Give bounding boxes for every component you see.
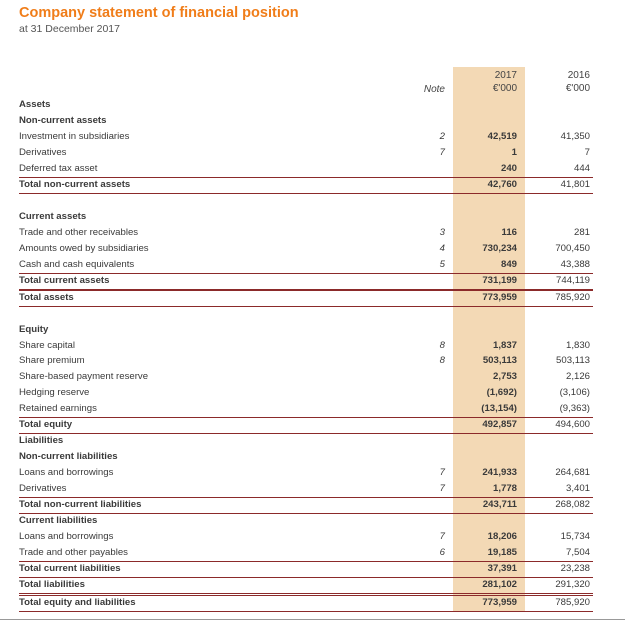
total-top-rule	[19, 273, 593, 274]
value-2016: 785,920	[555, 292, 590, 303]
value-2016: 494,600	[555, 419, 590, 430]
table-row	[19, 225, 593, 241]
total-bottom-rule	[19, 193, 593, 194]
row-label: Total equity	[19, 419, 73, 430]
value-2016: 41,350	[560, 131, 590, 142]
row-label: Total non-current liabilities	[19, 499, 142, 510]
value-2017: (13,154)	[481, 403, 517, 414]
value-2017: 241,933	[482, 467, 517, 478]
value-2017: 773,959	[482, 597, 517, 608]
total-bottom-rule	[19, 593, 593, 594]
value-2017: 730,234	[482, 243, 517, 254]
row-note: 7	[439, 467, 445, 478]
section-heading	[19, 433, 593, 449]
row-label: Liabilities	[19, 435, 64, 446]
value-2017: 492,857	[482, 419, 517, 430]
table-row	[19, 241, 593, 257]
value-2017: 731,199	[482, 275, 517, 286]
value-2017: 243,711	[482, 499, 517, 510]
value-2016: 23,238	[560, 563, 590, 574]
row-note: 8	[439, 355, 445, 366]
table-row	[19, 338, 593, 354]
row-label: Hedging reserve	[19, 387, 90, 398]
total-row	[19, 290, 593, 306]
page-title: Company statement of financial position	[19, 5, 299, 21]
total-top-rule	[19, 577, 593, 578]
value-2017: 849	[500, 259, 517, 270]
value-2017: 503,113	[482, 355, 517, 366]
value-2017: 116	[501, 227, 517, 238]
table-row	[19, 257, 593, 273]
row-note: 6	[439, 547, 445, 558]
row-label: Share premium	[19, 355, 85, 366]
row-label: Total current liabilities	[19, 563, 121, 574]
table-row	[19, 145, 593, 161]
row-label: Trade and other receivables	[19, 227, 139, 238]
value-2017: 18,206	[487, 531, 517, 542]
value-2017: 2,753	[492, 371, 517, 382]
value-2016: 3,401	[565, 483, 590, 494]
row-label: Assets	[19, 99, 51, 110]
value-2016: 7	[584, 147, 590, 158]
total-top-rule	[19, 177, 593, 178]
value-2016: 281	[573, 227, 590, 238]
value-2016: 744,119	[556, 275, 590, 286]
value-2016: 268,082	[555, 499, 590, 510]
row-label: Current liabilities	[19, 515, 98, 526]
year-2017-label: 2017	[494, 70, 517, 81]
table-row	[19, 385, 593, 401]
value-2017: 1,837	[492, 340, 517, 351]
total-row	[19, 417, 593, 433]
table-row	[19, 401, 593, 417]
value-2017: 19,185	[487, 547, 517, 558]
row-note: 5	[439, 259, 445, 270]
section-heading	[19, 113, 593, 129]
row-note: 7	[439, 483, 445, 494]
row-label: Trade and other payables	[19, 547, 128, 558]
total-top-rule	[19, 417, 593, 418]
note-column-header: Note	[423, 84, 445, 95]
value-2016: 291,320	[555, 579, 590, 590]
year-2017-column-header	[453, 69, 517, 95]
value-2016: 1,830	[565, 340, 590, 351]
row-note: 7	[439, 147, 445, 158]
value-2017: 240	[500, 163, 517, 174]
row-label: Amounts owed by subsidiaries	[19, 243, 149, 254]
value-2017: 42,519	[487, 131, 517, 142]
value-2016: 43,388	[560, 259, 590, 270]
value-2016: (3,106)	[559, 387, 590, 398]
total-top-rule	[19, 561, 593, 562]
value-2016: 2,126	[565, 371, 590, 382]
value-2016: 700,450	[555, 243, 590, 254]
total-row	[19, 497, 593, 513]
row-note: 2	[439, 131, 445, 142]
row-label: Derivatives	[19, 483, 67, 494]
value-2017: 773,959	[482, 292, 517, 303]
total-top-rule	[19, 497, 593, 498]
table-row	[19, 481, 593, 497]
row-note: 4	[439, 243, 445, 254]
value-2016: 444	[573, 163, 590, 174]
row-label: Equity	[19, 324, 49, 335]
row-label: Non-current liabilities	[19, 451, 118, 462]
year-2017-unit: €'000	[492, 83, 517, 94]
section-heading	[19, 322, 593, 338]
table-row	[19, 353, 593, 369]
value-2016: 41,801	[560, 179, 590, 190]
row-label: Non-current assets	[19, 115, 107, 126]
row-label: Loans and borrowings	[19, 467, 114, 478]
value-2016: 15,734	[560, 531, 590, 542]
row-label: Loans and borrowings	[19, 531, 114, 542]
row-label: Total equity and liabilities	[19, 597, 136, 608]
table-row	[19, 161, 593, 177]
value-2016: 503,113	[556, 355, 590, 366]
row-label: Total liabilities	[19, 579, 85, 590]
value-2017: 42,760	[487, 179, 517, 190]
row-label: Cash and cash equivalents	[19, 259, 135, 270]
total-row	[19, 177, 593, 193]
table-row	[19, 465, 593, 481]
section-heading	[19, 513, 593, 529]
row-label: Current assets	[19, 211, 87, 222]
section-heading	[19, 97, 593, 113]
total-row	[19, 577, 593, 593]
row-label: Retained earnings	[19, 403, 97, 414]
value-2016: 264,681	[555, 467, 590, 478]
row-note: 8	[439, 340, 445, 351]
page-subtitle: at 31 December 2017	[19, 23, 120, 35]
value-2016: (9,363)	[559, 403, 590, 414]
total-top-rule	[19, 290, 593, 291]
total-row	[19, 561, 593, 577]
total-bottom-rule	[19, 611, 593, 612]
table-row	[19, 529, 593, 545]
section-heading	[19, 449, 593, 465]
row-note: 7	[439, 531, 445, 542]
row-label: Share-based payment reserve	[19, 371, 149, 382]
value-2017: 37,391	[487, 563, 517, 574]
year-2016-column-header	[530, 69, 590, 95]
row-label: Derivatives	[19, 147, 67, 158]
total-bottom-rule	[19, 306, 593, 307]
value-2017: 281,102	[482, 579, 517, 590]
value-2017: (1,692)	[486, 387, 517, 398]
table-row	[19, 369, 593, 385]
total-row	[19, 595, 593, 611]
total-row	[19, 273, 593, 289]
year-2016-unit: €'000	[565, 83, 590, 94]
year-2016-label: 2016	[567, 70, 590, 81]
total-top-rule	[19, 595, 593, 596]
row-label: Total non-current assets	[19, 179, 131, 190]
value-2017: 1,778	[492, 483, 517, 494]
table-row	[19, 129, 593, 145]
section-heading	[19, 209, 593, 225]
row-label: Deferred tax asset	[19, 163, 98, 174]
value-2017: 1	[511, 147, 517, 158]
row-label: Total assets	[19, 292, 74, 303]
row-label: Investment in subsidiaries	[19, 131, 130, 142]
row-label: Total current assets	[19, 275, 110, 286]
page-bottom-rule	[0, 619, 625, 620]
table-row	[19, 545, 593, 561]
value-2016: 785,920	[555, 597, 590, 608]
row-label: Share capital	[19, 340, 75, 351]
row-note: 3	[439, 227, 445, 238]
value-2016: 7,504	[565, 547, 590, 558]
